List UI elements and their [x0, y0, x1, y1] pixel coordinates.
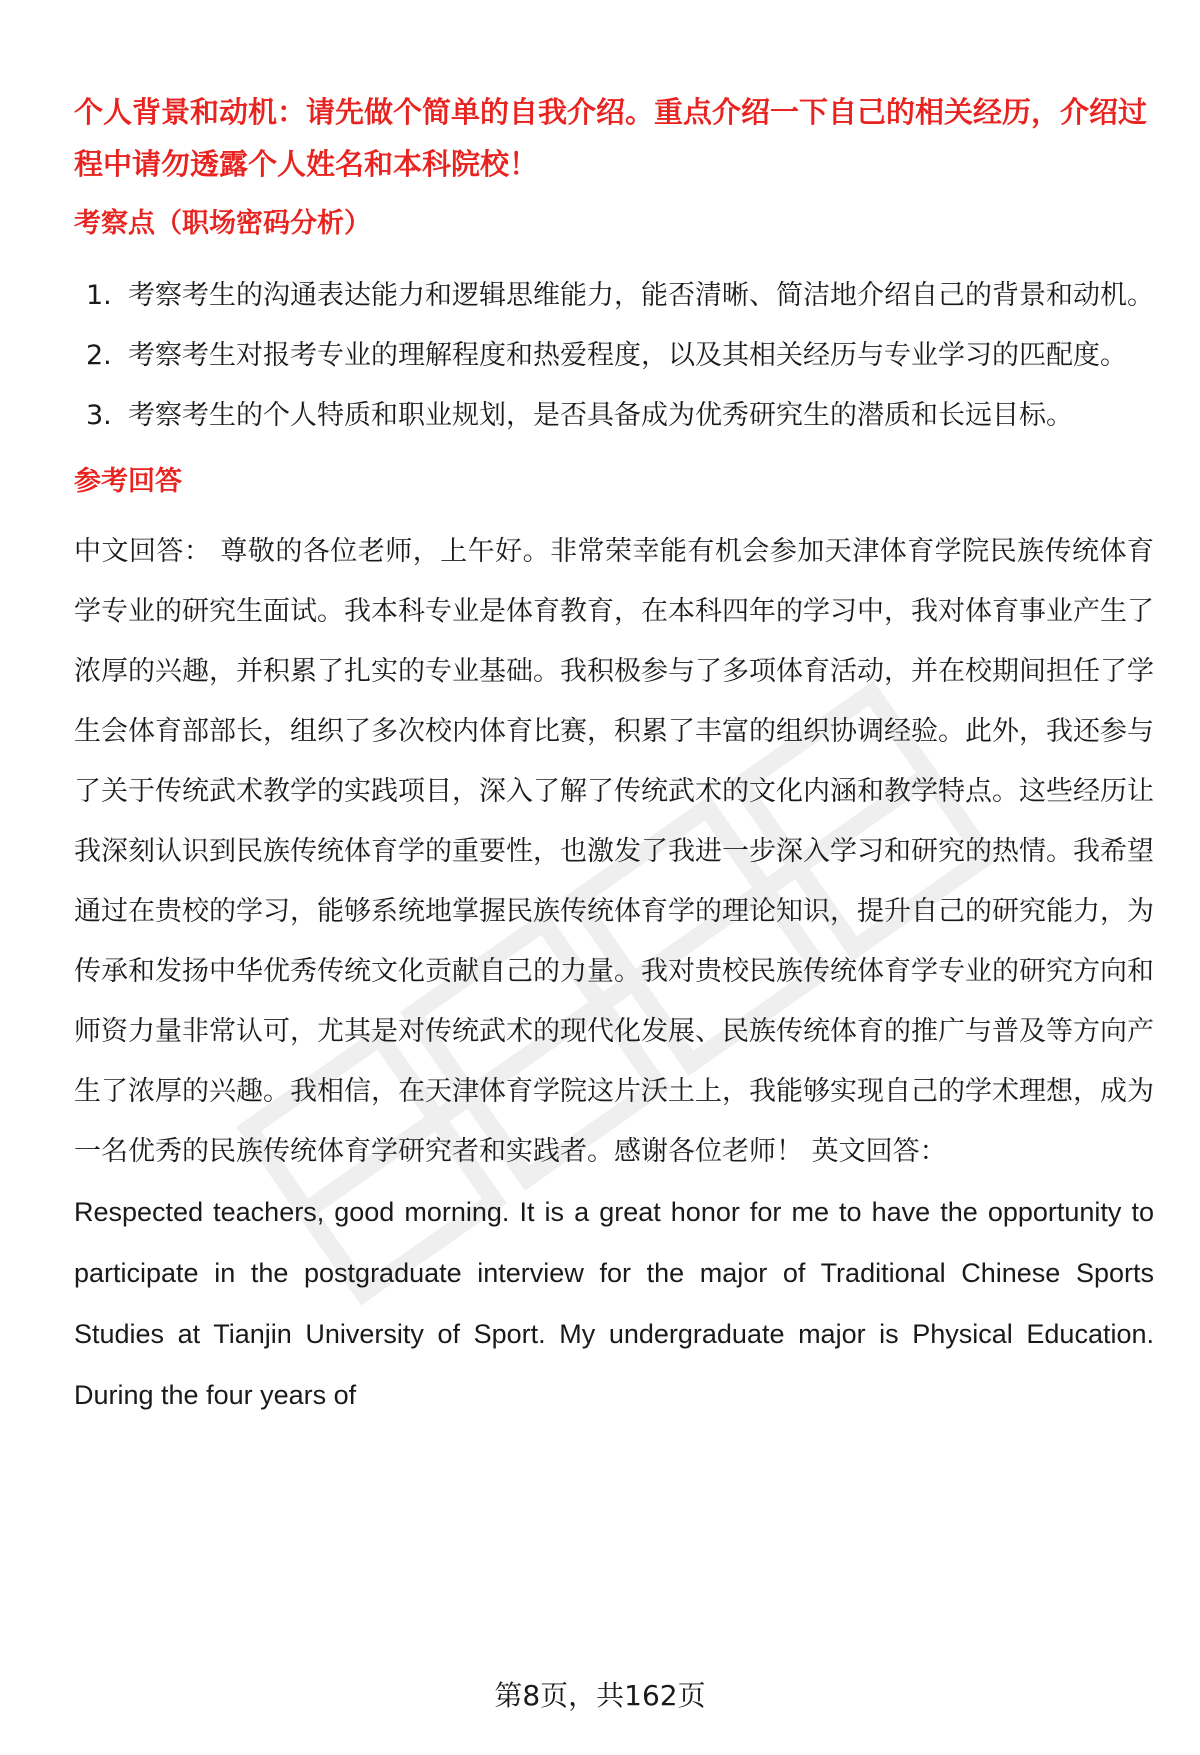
answer-body — [74, 522, 1154, 1426]
list-item — [74, 386, 1154, 446]
page-number: 第8页，共162页 — [494, 1679, 706, 1712]
answer-chinese: 中文回答： 尊敬的各位老师，上午好。非常荣幸能有机会参加天津体育学院民族传统体育学专业的研究生面试。我本科专业是体育教育，在本科四年的学习中，我对体育事业产生了浓厚的兴趣，并积累了扎实的专业基础。我积极参与了多项体育活动，并在校期间担任了学生会体育部部长，组织了多次校内体育比赛，积累了丰富的组织协调经验。此外，我还参与了关于传统武术教学的实践项目，深入了解了传统武术的文化内涵和教学特点。这些经历让我深刻认识到民族传统体育学的重要性，也激发了我进一步深入学习和研究的热情。我希望通过在贵校的学习，能够系统地掌握民族传统体育学的理论知识，提升自己的研究能力，为传承和发扬中华优秀传统文化贡献自己的力量。我对贵校民族传统体育学专业的研究方向和师资力量非常认可，尤其是对传统武术的现代化发展、民族传统体育的推广与普及等方向产生了浓厚的兴趣。我相信，在天津体育学院这片沃土上，我能够实现自己的学术理想，成为一名优秀的民族传统体育学研究者和实践者。感谢各位老师！ 英文回答： — [74, 536, 1154, 1167]
answer-english: Respected teachers, good morning. It is a great honor for me to have the opportunity to participate in the postgraduate interview for the major of Traditional Chinese Sports Studies at Tianjin University of Sport. My undergraduate major is Physical Education. During the four years of — [74, 1197, 1154, 1410]
list-item-text: 考察考生的个人特质和职业规划，是否具备成为优秀研究生的潜质和长远目标。 — [128, 400, 1073, 431]
list-item-text: 考察考生对报考专业的理解程度和热爱程度，以及其相关经历与专业学习的匹配度。 — [128, 340, 1127, 371]
question-heading: 个人背景和动机：请先做个简单的自我介绍。重点介绍一下自己的相关经历，介绍过程中请勿透露个人姓名和本科院校！ — [74, 95, 1148, 181]
list-item-number: 1. — [86, 280, 112, 311]
list-item-number: 2. — [86, 340, 112, 371]
list-item-text: 考察考生的沟通表达能力和逻辑思维能力，能否清晰、简洁地介绍自己的背景和动机。 — [128, 280, 1154, 311]
analysis-title: 考察点（职场密码分析） — [74, 208, 371, 239]
list-item-number: 3. — [86, 400, 112, 431]
answer-title: 参考回答 — [74, 466, 182, 497]
list-item — [74, 266, 1154, 326]
list-item — [74, 326, 1154, 386]
page-content — [74, 86, 1154, 1426]
analysis-list — [74, 266, 1154, 446]
